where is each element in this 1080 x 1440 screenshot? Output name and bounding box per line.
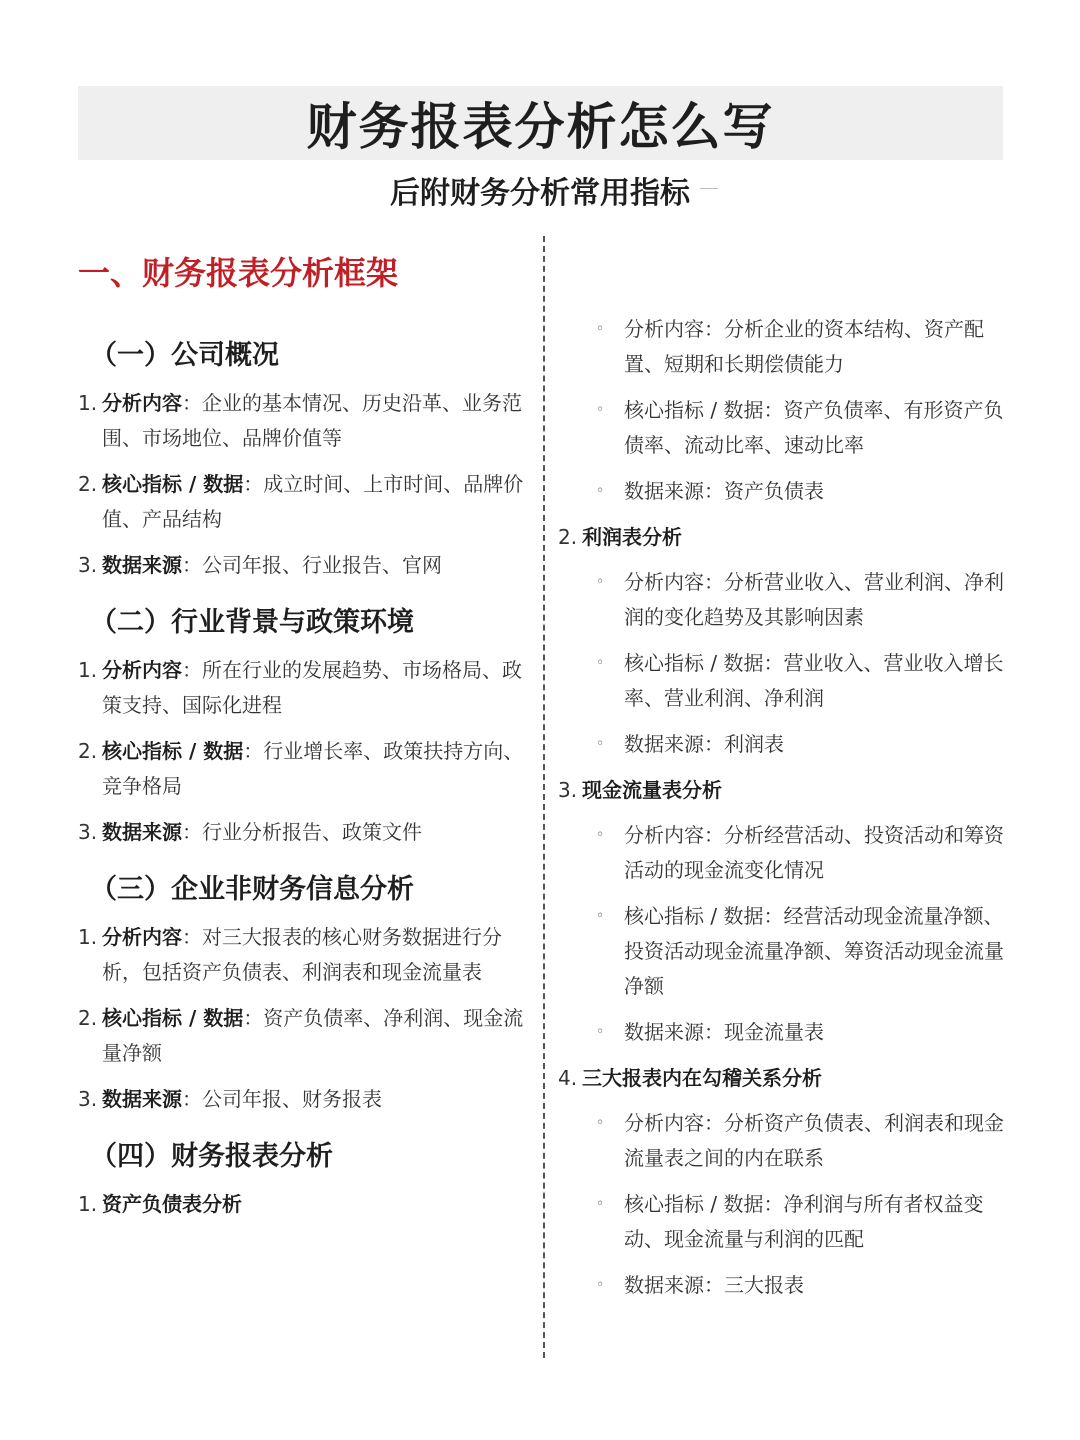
bullet-text: 分析内容：分析营业收入、营业利润、净利润的变化趋势及其影响因素 — [624, 570, 1004, 629]
bullet-item — [558, 1187, 1008, 1257]
bullet-circle-icon: ◦ — [596, 483, 605, 499]
item-label: 核心指标 / 数据 — [102, 472, 244, 496]
bullet-item — [558, 393, 1008, 463]
item-text: ：资产负债率、净利润、现金流量净额 — [102, 1006, 524, 1065]
title-banner — [78, 86, 1003, 160]
bullet-text: 分析内容：分析资产负债表、利润表和现金流量表之间的内在联系 — [624, 1111, 1004, 1170]
bullet-circle-icon: ◦ — [596, 574, 605, 590]
bullet-circle-icon: ◦ — [596, 321, 605, 337]
item-number: 3. — [558, 778, 578, 802]
cash-flow-section — [558, 773, 1008, 1050]
item-text: ：行业分析报告、政策文件 — [182, 820, 422, 844]
item-text: ：所在行业的发展趋势、市场格局、政策支持、国际化进程 — [102, 658, 522, 717]
item-label: 分析内容 — [102, 925, 182, 949]
item-number: 3. — [78, 553, 98, 577]
item-text: ：公司年报、财务报表 — [182, 1087, 382, 1111]
item-text: ：行业增长率、政策扶持方向、竞争格局 — [102, 739, 524, 798]
group-financial-statements — [78, 1137, 528, 1222]
page-subtitle: 后附财务分析常用指标 — [390, 176, 690, 211]
item-text: ：企业的基本情况、历史沿革、业务范围、市场地位、品牌价值等 — [102, 391, 522, 450]
bullet-text: 分析内容：分析经营活动、投资活动和筹资活动的现金流变化情况 — [624, 823, 1004, 882]
bullet-circle-icon: ◦ — [596, 655, 605, 671]
group-industry-background — [78, 603, 528, 850]
bullet-list — [558, 565, 1008, 762]
numbered-list — [78, 653, 528, 850]
bullet-item — [558, 474, 1008, 509]
bullet-circle-icon: ◦ — [596, 1115, 605, 1131]
bullet-text: 核心指标 / 数据：营业收入、营业收入增长率、营业利润、净利润 — [624, 651, 1004, 710]
bullet-circle-icon: ◦ — [596, 1277, 605, 1293]
page-title: 财务报表分析怎么写 — [306, 98, 775, 156]
item-label: 数据来源 — [102, 820, 182, 844]
income-statement-section — [558, 520, 1008, 762]
bullet-item — [558, 727, 1008, 762]
bullet-text: 核心指标 / 数据：净利润与所有者权益变动、现金流量与利润的匹配 — [624, 1192, 984, 1251]
item-label: 分析内容 — [102, 391, 182, 415]
bullet-circle-icon: ◦ — [596, 736, 605, 752]
item-label: 数据来源 — [102, 553, 182, 577]
bullet-item — [558, 1268, 1008, 1303]
list-item — [78, 653, 528, 723]
subsection-heading — [558, 773, 1008, 808]
numbered-list — [78, 920, 528, 1117]
group-title: （一）公司概况 — [90, 340, 279, 371]
bullet-item — [558, 1015, 1008, 1050]
bullet-text: 分析内容：分析企业的资本结构、资产配置、短期和长期偿债能力 — [624, 317, 984, 376]
item-label: 数据来源 — [102, 1087, 182, 1111]
list-item — [78, 1001, 528, 1071]
item-label: 分析内容 — [102, 658, 182, 682]
bullet-item — [558, 312, 1008, 382]
bullet-text: 数据来源：资产负债表 — [624, 479, 824, 503]
list-item — [78, 920, 528, 990]
item-number: 2. — [558, 525, 578, 549]
bullet-item — [558, 646, 1008, 716]
group-title: （二）行业背景与政策环境 — [90, 607, 414, 638]
item-number: 3. — [78, 820, 98, 844]
list-item — [78, 815, 528, 850]
group-company-overview — [78, 336, 528, 583]
three-statements-linkage-section — [558, 1061, 1008, 1303]
subsection-title: 现金流量表分析 — [582, 778, 722, 802]
item-number: 1. — [78, 1192, 98, 1216]
bullet-list — [558, 1106, 1008, 1303]
item-number: 4. — [558, 1066, 578, 1090]
list-item — [78, 548, 528, 583]
item-text: ：公司年报、行业报告、官网 — [182, 553, 442, 577]
item-number: 1. — [78, 658, 98, 682]
bullet-text: 数据来源：利润表 — [624, 732, 784, 756]
column-divider — [543, 236, 545, 1358]
bullet-circle-icon: ◦ — [596, 908, 605, 924]
item-number: 1. — [78, 391, 98, 415]
item-text: ：对三大报表的核心财务数据进行分析，包括资产负债表、利润表和现金流量表 — [102, 925, 502, 984]
item-label: 核心指标 / 数据 — [102, 1006, 244, 1030]
subtitle-decoration-line — [700, 188, 718, 189]
bullet-item — [558, 565, 1008, 635]
bullet-text: 数据来源：现金流量表 — [624, 1020, 824, 1044]
item-number: 3. — [78, 1087, 98, 1111]
item-number: 2. — [78, 472, 98, 496]
numbered-list — [78, 386, 528, 583]
group-title: （四）财务报表分析 — [90, 1141, 333, 1172]
bullet-item — [558, 818, 1008, 888]
subsection-title: 三大报表内在勾稽关系分析 — [582, 1066, 822, 1090]
left-column — [78, 248, 528, 1242]
subsection-heading — [558, 520, 1008, 555]
bullet-item — [558, 1106, 1008, 1176]
bullet-circle-icon: ◦ — [596, 1196, 605, 1212]
item-number: 2. — [78, 1006, 98, 1030]
subsection-heading — [558, 1061, 1008, 1096]
bullet-circle-icon: ◦ — [596, 1024, 605, 1040]
group-title: （三）企业非财务信息分析 — [90, 874, 414, 905]
list-item — [78, 734, 528, 804]
list-item — [78, 1187, 528, 1222]
bullet-list — [558, 818, 1008, 1050]
bullet-text: 核心指标 / 数据：经营活动现金流量净额、投资活动现金流量净额、筹资活动现金流量净额 — [624, 904, 1004, 998]
balance-sheet-bullets — [558, 312, 1008, 509]
item-label: 核心指标 / 数据 — [102, 739, 244, 763]
bullet-text: 核心指标 / 数据：资产负债率、有形资产负债率、流动比率、速动比率 — [624, 398, 1004, 457]
item-number: 2. — [78, 739, 98, 763]
bullet-text: 数据来源：三大报表 — [624, 1273, 804, 1297]
bullet-circle-icon: ◦ — [596, 827, 605, 843]
right-column — [558, 312, 1008, 1314]
list-item — [78, 1082, 528, 1117]
group-non-financial-info — [78, 870, 528, 1117]
item-number: 1. — [78, 925, 98, 949]
bullet-circle-icon: ◦ — [596, 402, 605, 418]
subsection-title: 利润表分析 — [582, 525, 682, 549]
item-label: 资产负债表分析 — [102, 1192, 242, 1216]
numbered-list — [78, 1187, 528, 1222]
list-item — [78, 386, 528, 456]
item-text: ：成立时间、上市时间、品牌价值、产品结构 — [102, 472, 524, 531]
bullet-item — [558, 899, 1008, 1004]
list-item — [78, 467, 528, 537]
section-title: 一、财务报表分析框架 — [78, 254, 399, 292]
